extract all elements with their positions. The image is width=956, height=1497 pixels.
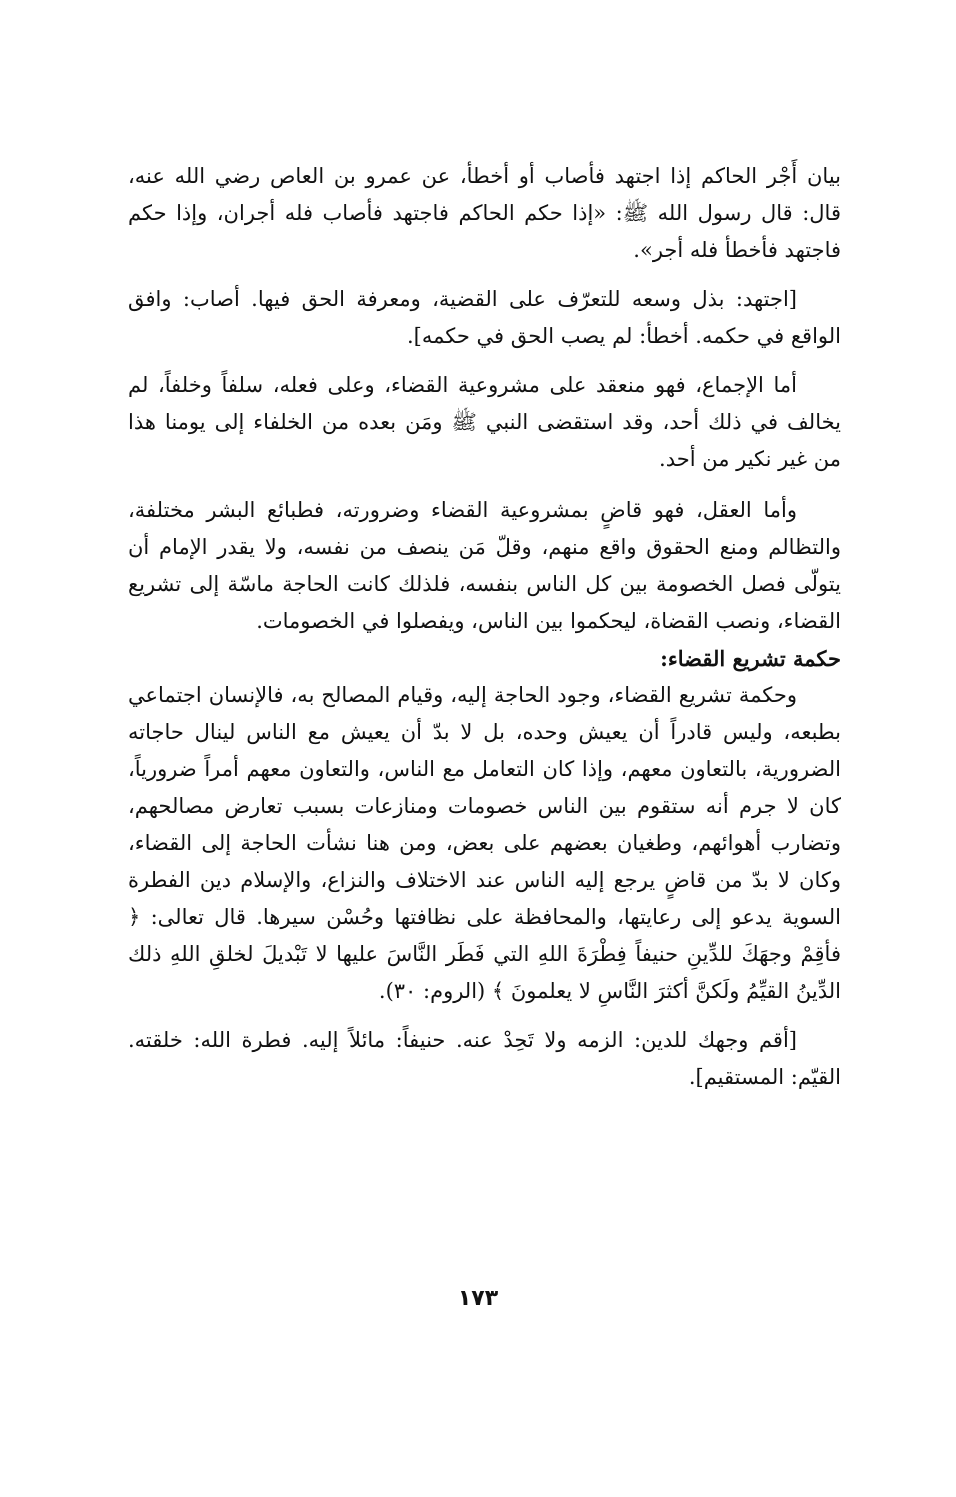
page-number: ١٧٣ xyxy=(457,1286,499,1311)
glossary-note-2: [أقم وجهك للدين: الزمه ولا تَحِدْ عنه. حنيفاً: مائلاً إليه. فطرة الله: خلقته. القيّم: المستقيم]. xyxy=(128,1028,841,1089)
hadith-paragraph: بيان أَجْر الحاكم إذا اجتهد فأصاب أو أخطأ، عن عمرو بن العاص رضي الله عنه، قال: قال رسول الله ﷺ: «إذا حكم الحاكم فاجتهد فأصاب فله أجران، وإذا حكم فاجتهد فأخطأ فله أجر». xyxy=(128,164,841,262)
page-body xyxy=(128,158,841,1096)
glossary-note-1: [اجتهد: بذل وسعه للتعرّف على القضية، ومعرفة الحق فيها. أصاب: وافق الواقع في حكمه. أخطأ: لم يصب الحق في حكمه]. xyxy=(128,287,841,348)
reason-paragraph: وأما العقل، فهو قاضٍ بمشروعية القضاء وضرورته، فطبائع البشر مختلفة، والتظالم ومنع الحقوق واقع منهم، وقلّ مَن ينصف من نفسه، ولا يقدر الإمام أن يتولّى فصل الخصومة بين كل الناس بنفسه، فلذلك كانت الحاجة ماسّة إلى تشريع القضاء، ونصب القضاة، ليحكموا بين الناس، ويفصلوا في الخصومات. xyxy=(128,498,841,633)
wisdom-paragraph: وحكمة تشريع القضاء، وجود الحاجة إليه، وقيام المصالح به، فالإنسان اجتماعي بطبعه، وليس قادراً أن يعيش وحده، بل لا بدّ أن يعيش مع الناس لينال حاجاته الضرورية، بالتعاون معهم، وإذا كان التعامل مع الناس، والتعاون معهم أمراً ضرورياً، كان لا جرم أنه ستقوم بين الناس خصومات ومنازعات بسبب تعارض مصالحهم، وتضارب أهوائهم، وطغيان بعضهم على بعض، ومن هنا نشأت الحاجة إلى القضاء، وكان لا بدّ من قاضٍ يرجع إليه الناس عند الاختلاف والنزاع، والإسلام دين الفطرة السوية يدعو إلى رعايتها، والمحافظة على نظافتها وحُسْن سيرها. قال تعالى: ﴿ فأقِمْ وجهَكَ للدِّينِ حنيفاً فِطْرَةَ اللهِ التي فَطَر النَّاسَ عليها لا تَبْديلَ لخلقِ اللهِ ذلك الدِّينُ القيِّمُ ولَكنَّ أكثرَ النَّاسِ لا يعلمونَ ﴾ (الروم: ٣٠). xyxy=(128,683,841,1003)
section-heading: حكمة تشريع القضاء: xyxy=(660,646,841,671)
consensus-paragraph: أما الإجماع، فهو منعقد على مشروعية القضاء، وعلى فعله، سلفاً وخلفاً، لم يخالف في ذلك أحد، وقد استقضى النبي ﷺ ومَن بعده من الخلفاء إلى يومنا هذا من غير نكير من أحد. xyxy=(128,373,841,471)
